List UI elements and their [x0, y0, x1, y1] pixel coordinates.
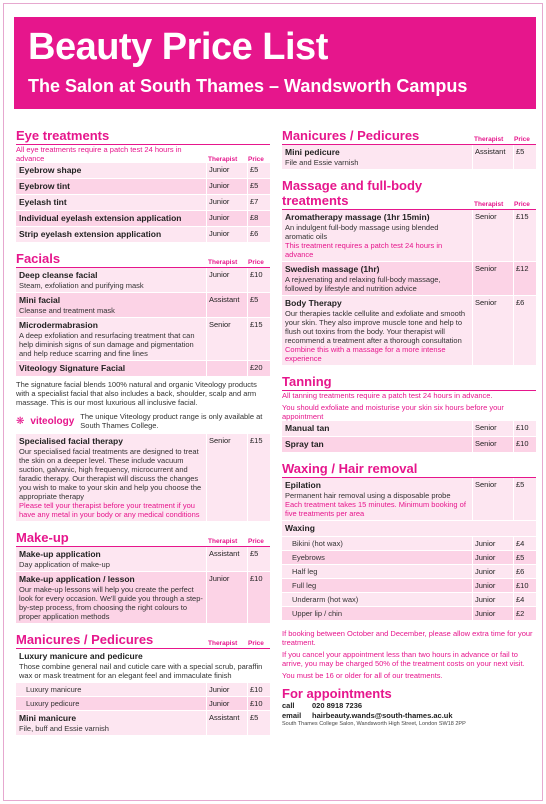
treatment-description: An indulgent full-body massage using blended aromatic oils — [285, 223, 439, 241]
treatment-row — [16, 572, 270, 624]
page-subtitle: The Salon at South Thames – Wandsworth Campus — [28, 76, 468, 96]
treatment-row — [282, 478, 536, 521]
treatment-price: £15 — [514, 210, 536, 261]
email-link[interactable]: hairbeauty.wands@south-thames.ac.uk — [312, 711, 453, 720]
price-header: Price — [248, 156, 264, 163]
treatment-price: £15 — [248, 434, 270, 521]
makeup-section — [16, 530, 270, 624]
viteology-logo-text: viteology — [30, 415, 75, 427]
treatment-price: £12 — [514, 262, 536, 295]
header-banner — [14, 17, 536, 109]
treatment-description: Day application of make-up — [19, 560, 110, 569]
booking-notes — [282, 629, 536, 680]
treatment-row — [16, 227, 270, 243]
viteology-description: The signature facial blends 100% natural and organic Viteology products with a specialist facial that also includes a back, shoulder, scalp and arm massage. This is our most luxurious all inclusive facial. — [16, 380, 257, 407]
treatment-row — [16, 434, 270, 522]
treatment-description: Those combine general nail and cuticle care with a special scrub, paraffin wax or mask treatment for an elegant feel and immaculate finish — [19, 662, 263, 680]
treatment-price: £15 — [248, 318, 270, 360]
therapist-level: Junior — [207, 163, 247, 178]
section-header — [282, 128, 536, 145]
treatment-price: £8 — [248, 211, 270, 226]
treatment-description: Permanent hair removal using a disposable probe — [285, 491, 451, 500]
therapist-level: Senior — [207, 318, 247, 360]
call-label: call — [282, 701, 295, 710]
treatment-note: Combine this with a massage for a more intense experience — [285, 345, 446, 363]
treatment-price: £6 — [514, 296, 536, 365]
note-age: You must be 16 or older for all of our treatments. — [282, 671, 443, 680]
treatment-name: Mini facial — [19, 295, 61, 305]
price-header: Price — [248, 538, 264, 545]
therapist-header: Therapist — [474, 136, 504, 143]
treatment-price: £7 — [248, 195, 270, 210]
manicures-left-section — [16, 632, 270, 736]
treatment-name: Mini manicure — [19, 713, 77, 723]
treatment-price: £5 — [248, 711, 270, 735]
waxing-section — [282, 461, 536, 621]
therapist-level: Assistant — [207, 293, 247, 317]
sub-treatment-row — [16, 697, 270, 711]
treatment-name: Full leg — [292, 581, 317, 590]
section-header — [282, 461, 536, 478]
treatment-name: Underarm (hot wax) — [292, 595, 359, 604]
therapist-level: Junior — [473, 537, 513, 550]
therapist-level: Junior — [473, 579, 513, 592]
waxing-heading: Waxing — [285, 523, 315, 533]
tanning-section — [282, 374, 536, 453]
treatment-row — [16, 293, 270, 318]
treatment-row — [282, 421, 536, 437]
treatment-name: Microdermabrasion — [19, 320, 98, 330]
treatment-name: Upper lip / chin — [292, 609, 343, 618]
treatment-price: £5 — [248, 293, 270, 317]
treatment-price: £5 — [248, 179, 270, 194]
price-header: Price — [514, 136, 530, 143]
treatment-row — [16, 318, 270, 361]
treatment-price: £10 — [514, 437, 536, 452]
treatment-price: £10 — [514, 421, 536, 436]
treatment-name: Manual tan — [285, 423, 330, 433]
sub-treatment-row — [282, 607, 536, 621]
price-header: Price — [514, 201, 530, 208]
section-title: Manicures / Pedicures — [16, 632, 154, 647]
therapist-level: Senior — [207, 434, 247, 521]
treatment-name: Bikini (hot wax) — [292, 539, 343, 548]
treatment-row — [16, 163, 270, 179]
treatment-row — [16, 649, 270, 683]
treatment-name: Swedish massage (1hr) — [285, 264, 380, 274]
treatment-price: £20 — [248, 361, 270, 376]
therapist-header: Therapist — [208, 640, 238, 647]
treatment-price: £5 — [248, 163, 270, 178]
therapist-level: Junior — [207, 195, 247, 210]
section-title: Massage and full-body treatments — [282, 178, 423, 208]
email-label: email — [282, 711, 302, 720]
viteology-logo — [16, 410, 270, 434]
phone-number[interactable]: 020 8918 7236 — [312, 701, 363, 710]
page-title: Beauty Price List — [28, 26, 328, 68]
treatment-row — [16, 361, 270, 377]
therapist-level: Junior — [207, 179, 247, 194]
treatment-name: Luxury manicure — [26, 685, 82, 694]
therapist-level: Assistant — [207, 547, 247, 571]
treatment-price: £10 — [514, 579, 536, 592]
treatment-price: £10 — [248, 268, 270, 292]
right-column — [282, 128, 536, 727]
treatment-name: Body Therapy — [285, 298, 342, 308]
treatment-price: £6 — [514, 565, 536, 578]
treatment-name: Eyebrow tint — [19, 181, 71, 191]
therapist-level: Assistant — [473, 145, 513, 169]
manicures-right-section — [282, 128, 536, 170]
note-october: If booking between October and December, please allow extra time for your treatment. — [282, 629, 533, 647]
treatment-row — [16, 711, 270, 736]
contact-phone — [282, 701, 536, 711]
section-note: You should exfoliate and moisturise your skin six hours before your appointment — [282, 403, 504, 421]
therapist-level: Junior — [473, 593, 513, 606]
sub-treatment-row — [282, 565, 536, 579]
viteology-note: The unique Viteology product range is only available at South Thames College. — [80, 412, 263, 430]
treatment-description: File, buff and Essie varnish — [19, 724, 109, 733]
treatment-description: File and Essie varnish — [285, 158, 359, 167]
treatment-price: £10 — [248, 683, 270, 696]
treatment-description: Our therapies tackle cellulite and exfoliate and smooth your skin. They also improve muscle tone and help to flush out toxins from the body. Your therapist will recommend a treatment after a thorough consultation — [285, 309, 466, 345]
section-header — [282, 178, 536, 210]
treatment-name: Mini pedicure — [285, 147, 340, 157]
sub-treatment-row — [16, 683, 270, 697]
massage-section — [282, 178, 536, 366]
treatment-price: £5 — [248, 547, 270, 571]
treatment-name: Epilation — [285, 480, 321, 490]
treatment-row — [16, 547, 270, 572]
sub-treatment-row — [282, 551, 536, 565]
treatment-name: Individual eyelash extension application — [19, 213, 182, 223]
therapist-level — [207, 361, 247, 376]
section-title: Facials — [16, 251, 61, 266]
treatment-name: Luxury manicure and pedicure — [19, 651, 143, 661]
therapist-level: Senior — [473, 210, 513, 261]
section-header — [16, 530, 270, 547]
therapist-level: Senior — [473, 421, 513, 436]
treatment-row — [16, 268, 270, 293]
treatment-price: £5 — [514, 478, 536, 520]
therapist-level: Senior — [473, 478, 513, 520]
treatment-description: Steam, exfoliation and purifying mask — [19, 281, 144, 290]
treatment-name: Specialised facial therapy — [19, 436, 123, 446]
section-header — [16, 251, 270, 268]
therapist-level: Junior — [473, 551, 513, 564]
treatment-price: £10 — [248, 572, 270, 623]
section-title: Tanning — [282, 374, 332, 389]
treatment-description: Our make-up lessons will help you create the perfect look for every occasion. We'll guide you through a step-by-step process, from choosing the right colours to proper application methods — [19, 585, 203, 621]
treatment-price: £2 — [514, 607, 536, 620]
treatment-row — [282, 262, 536, 296]
treatment-name: Strip eyelash extension application — [19, 229, 162, 239]
therapist-header: Therapist — [208, 259, 238, 266]
treatment-name: Half leg — [292, 567, 318, 576]
treatment-name: Eyebrow shape — [19, 165, 82, 175]
price-header: Price — [248, 259, 264, 266]
section-title: Waxing / Hair removal — [282, 461, 418, 476]
therapist-header: Therapist — [474, 201, 504, 208]
therapist-level: Junior — [207, 227, 247, 242]
therapist-level: Junior — [207, 211, 247, 226]
therapist-header: Therapist — [208, 156, 238, 163]
section-header — [16, 128, 270, 145]
treatment-price: £5 — [514, 145, 536, 169]
treatment-name: Spray tan — [285, 439, 324, 449]
treatment-name: Eyebrows — [292, 553, 325, 562]
treatment-description: Cleanse and treatment mask — [19, 306, 115, 315]
treatment-name: Make-up application / lesson — [19, 574, 135, 584]
therapist-level: Assistant — [207, 711, 247, 735]
facials-section — [16, 251, 270, 522]
therapist-level: Junior — [207, 697, 247, 710]
therapist-level: Senior — [473, 437, 513, 452]
therapist-header: Therapist — [208, 538, 238, 545]
treatment-name: Aromatherapy massage (1hr 15min) — [285, 212, 430, 222]
section-title: Manicures / Pedicures — [282, 128, 420, 143]
treatment-price: £10 — [248, 697, 270, 710]
treatment-row — [16, 179, 270, 195]
treatment-name: Deep cleanse facial — [19, 270, 98, 280]
therapist-level: Junior — [207, 268, 247, 292]
treatment-note: This treatment requires a patch test 24 hours in advance — [285, 241, 443, 259]
sub-treatment-row — [282, 593, 536, 607]
section-header — [282, 374, 536, 391]
price-list-page — [3, 3, 543, 801]
contact-email — [282, 711, 536, 721]
treatment-row — [282, 296, 536, 366]
treatment-row — [282, 437, 536, 453]
therapist-level: Junior — [473, 607, 513, 620]
price-header: Price — [248, 640, 264, 647]
treatment-row — [16, 195, 270, 211]
section-title: Eye treatments — [16, 128, 110, 143]
sub-treatment-row — [282, 579, 536, 593]
sub-treatment-row — [282, 537, 536, 551]
treatment-name: Make-up application — [19, 549, 101, 559]
treatment-description: A deep exfoliation and resurfacing treatment that can help diminish signs of sun damage and pigmentation and help reduce scarring and fine lines — [19, 331, 195, 358]
viteology-leaf-icon: ❋ — [16, 415, 25, 427]
treatment-note: Each treatment takes 15 minutes. Minimum booking of five treatments per area — [285, 500, 466, 518]
therapist-level: Junior — [473, 565, 513, 578]
appointments-title: For appointments — [282, 686, 392, 701]
treatment-name: Eyelash tint — [19, 197, 67, 207]
section-note: All tanning treatments require a patch test 24 hours in advance. — [282, 391, 493, 400]
treatment-warning: Please tell your therapist before your treatment if you have any metal in your body or any medical conditions — [19, 501, 200, 519]
treatment-price: £4 — [514, 593, 536, 606]
eye-treatments-section — [16, 128, 270, 243]
section-note: All eye treatments require a patch test 24 hours in advance — [16, 145, 182, 163]
section-header — [16, 632, 270, 649]
treatment-name: Viteology Signature Facial — [19, 363, 126, 373]
salon-address: South Thames College Salon, Wandsworth High Street, London SW18 2PP — [282, 721, 466, 727]
treatment-name: Luxury pedicure — [26, 699, 80, 708]
treatment-row — [282, 210, 536, 262]
waxing-heading-row — [282, 521, 536, 537]
treatment-row — [16, 211, 270, 227]
section-title: Make-up — [16, 530, 69, 545]
treatment-price: £4 — [514, 537, 536, 550]
treatment-description: Our specialised facial treatments are designed to treat the skin on a deeper level. These include vacuum suction, galvanic, high frequency, microcurrent and faradic therapy. Our therapist will discuss the changes you wish to make to your skin and help you choose the appropriate therapy — [19, 447, 202, 501]
treatment-description: A rejuvenating and relaxing full-body massage, followed by lifestyle and nutrition advice — [285, 275, 441, 293]
treatment-price: £5 — [514, 551, 536, 564]
treatment-row — [282, 145, 536, 170]
left-column — [16, 128, 270, 744]
therapist-level: Junior — [207, 572, 247, 623]
treatment-price: £6 — [248, 227, 270, 242]
therapist-level: Senior — [473, 296, 513, 365]
therapist-level: Junior — [207, 683, 247, 696]
therapist-level: Senior — [473, 262, 513, 295]
note-cancellation: If you cancel your appointment less than two hours in advance or fail to arrive, you may be charged 50% of the treatment costs on your next visit. — [282, 650, 525, 668]
